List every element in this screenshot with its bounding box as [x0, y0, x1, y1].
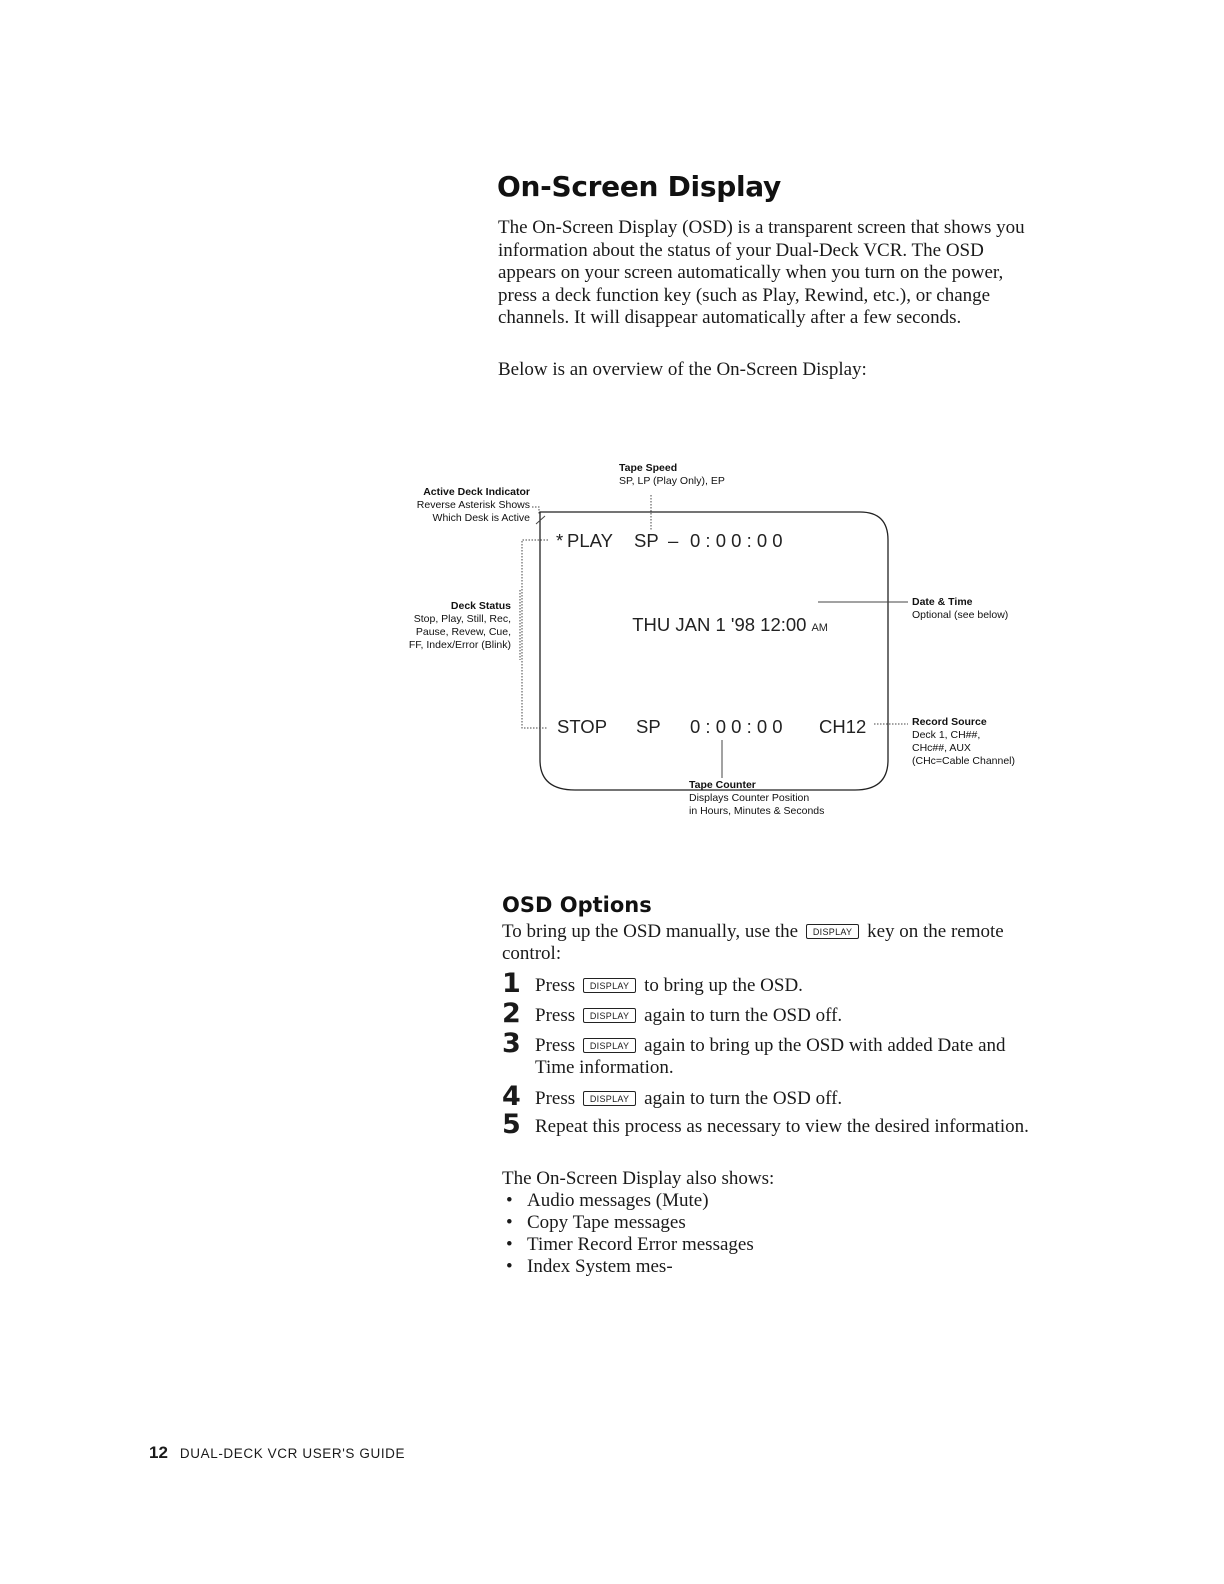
step-text: Repeat this process as necessary to view the desired information. — [535, 1116, 1029, 1137]
osd-asterisk: * — [556, 530, 564, 551]
callout-date-time — [912, 596, 1008, 622]
step-description: again to bring up the OSD with added Date and Time information. — [535, 1035, 1006, 1078]
callout-line: Displays Counter Position — [689, 792, 810, 804]
list-item: • Copy Tape messages — [506, 1212, 754, 1234]
callout-line: Reverse Asterisk Shows — [416, 499, 530, 511]
also-shows-list — [506, 1190, 754, 1278]
callout-line: Deck 1, CH##, — [912, 729, 981, 741]
osd-stop-status: STOP — [557, 716, 608, 737]
callout-line: CHc##, AUX — [912, 742, 971, 754]
guide-title: DUAL-DECK VCR USER'S GUIDE — [179, 1446, 406, 1461]
section-heading-osd-options: OSD Options — [502, 893, 652, 917]
osd-speed-top: SP — [634, 530, 659, 551]
callout-line: FF, Index/Error (Blink) — [408, 639, 511, 651]
callout-line: Optional (see below) — [912, 609, 1009, 621]
callout-tape-counter — [689, 779, 824, 818]
step-description: again to turn the OSD off. — [639, 1005, 843, 1026]
callout-line: (CHc=Cable Channel) — [912, 755, 1016, 767]
step-number: 3 — [502, 1028, 521, 1059]
list-item: • Audio messages (Mute) — [506, 1190, 754, 1212]
also-shows-line: The On-Screen Display also shows: — [502, 1168, 775, 1189]
intro-overview-line: Below is an overview of the On-Screen Display: — [498, 359, 867, 380]
display-key-icon: DISPLAY — [583, 1038, 636, 1053]
display-key-icon: DISPLAY — [583, 1091, 636, 1106]
callout-title: Date & Time — [912, 596, 973, 608]
intro-paragraph: The On-Screen Display (OSD) is a transparent screen that shows you information about the status of your Dual-Deck VCR. The OSD appears on your screen automatically when you turn on the power, press a deck function key (such as Play, Rewind, etc.), or change channels. It will disappear automatically after a few seconds. — [498, 217, 1025, 328]
display-key-icon: DISPLAY — [806, 924, 859, 939]
osd-speed-bottom: SP — [636, 716, 661, 737]
osd-channel: CH12 — [819, 716, 867, 737]
osd-am: AM — [811, 622, 828, 634]
step-description: to bring up the OSD. — [639, 975, 803, 996]
step-text — [535, 1035, 1045, 1079]
callout-title: Active Deck Indicator — [423, 486, 530, 498]
page-footer — [149, 1443, 405, 1463]
osd-play-status: PLAY — [567, 530, 613, 551]
step-text — [535, 1088, 1045, 1110]
osd-dash: – — [668, 530, 679, 551]
callout-line: Which Desk is Active — [432, 512, 530, 524]
osd-date: THU JAN 1 '98 12:00 — [632, 614, 807, 635]
callout-deck-status — [380, 600, 511, 652]
step-press: Press — [535, 1088, 580, 1109]
callout-line: in Hours, Minutes & Seconds — [689, 805, 825, 817]
callout-line: Stop, Play, Still, Rec, — [413, 613, 511, 625]
options-intro-text: key on the remote control: — [502, 921, 1004, 964]
step-press: Press — [535, 1035, 580, 1056]
callout-line: Pause, Revew, Cue, — [415, 626, 511, 638]
callout-active-deck — [400, 486, 530, 525]
step-text — [535, 975, 1045, 997]
list-item: • Index System mes- — [506, 1256, 754, 1278]
list-item: • Timer Record Error messages — [506, 1234, 754, 1256]
options-intro-text: To bring up the OSD manually, use the — [502, 921, 803, 942]
page-number: 12 — [149, 1443, 168, 1462]
step-number: 4 — [502, 1081, 521, 1112]
callout-title: Tape Speed — [619, 462, 678, 474]
step-number: 5 — [502, 1109, 521, 1140]
step-description: again to turn the OSD off. — [639, 1088, 843, 1109]
step-number: 2 — [502, 998, 521, 1029]
step-number: 1 — [502, 968, 521, 999]
callout-tape-speed — [619, 462, 725, 488]
osd-counter-bottom: 0 : 0 0 : 0 0 — [690, 716, 783, 737]
callout-title: Tape Counter — [689, 779, 756, 791]
options-intro — [502, 921, 1022, 965]
display-key-icon: DISPLAY — [583, 978, 636, 993]
osd-date-time — [612, 592, 828, 658]
step-text — [535, 1005, 1045, 1027]
step-press: Press — [535, 975, 580, 996]
callout-title: Deck Status — [450, 600, 511, 612]
step-press: Press — [535, 1005, 580, 1026]
page-title: On-Screen Display — [497, 170, 781, 203]
callout-record-source — [912, 716, 1015, 768]
osd-counter-top: 0 : 0 0 : 0 0 — [690, 530, 783, 551]
callout-line: SP, LP (Play Only), EP — [619, 475, 725, 487]
callout-title: Record Source — [912, 716, 987, 728]
display-key-icon: DISPLAY — [583, 1008, 636, 1023]
